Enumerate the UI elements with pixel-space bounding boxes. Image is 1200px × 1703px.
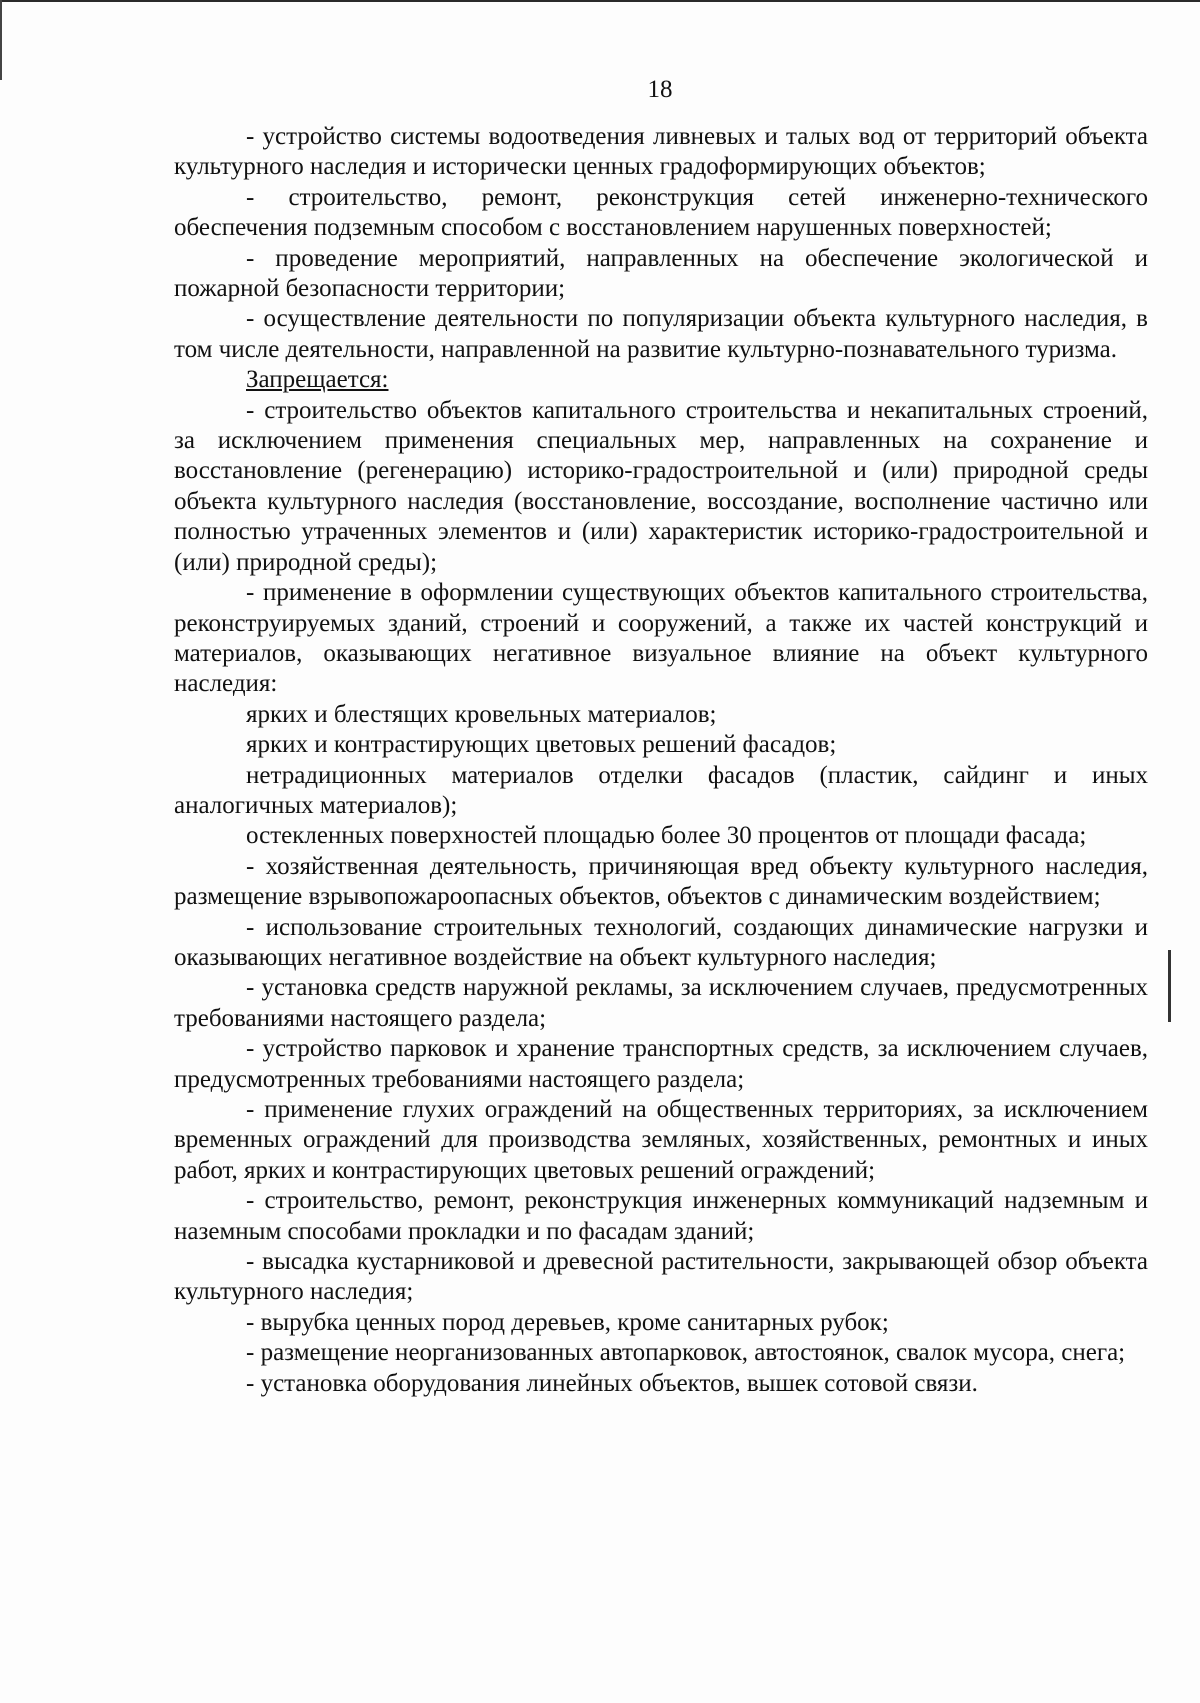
paragraph: - строительство, ремонт, реконструкция сетей инженерно-технического обеспечения подземным способом с восстановлением нарушенных поверхностей; <box>174 183 1148 242</box>
section-heading: Запрещается: <box>246 366 389 394</box>
paragraph: - строительство, ремонт, реконструкция инженерных коммуникаций надземным и наземным способами прокладки и по фасадам зданий; <box>174 1187 1148 1245</box>
paragraph: - установка средств наружной рекламы, за исключением случаев, предусмотренных требованиями настоящего раздела; <box>174 974 1148 1032</box>
paragraph: - установка оборудования линейных объектов, вышек сотовой связи. <box>246 1369 978 1397</box>
scan-edge-left <box>0 0 2 80</box>
paragraph: - использование строительных технологий, создающих динамические нагрузки и оказывающих негативное воздействие на объект культурного наследия; <box>174 913 1148 971</box>
scan-edge-top <box>0 0 1200 2</box>
paragraph: - хозяйственная деятельность, причиняющая вред объекту культурного наследия, размещение взрывопожароопасных объектов, объектов с динамическим воздействием; <box>174 852 1148 911</box>
paragraph: - строительство объектов капитального строительства и некапитальных строений, за исключением применения специальных мер, направленных на сохранение и восстановление (регенерацию) историко-градостроительной и (или) природной среды объекта культурного наследия (восстановление, воссоздание, восполнение частично или полностью утраченных элементов и (или) характеристик историко-градостроительной и (или) природной среды); <box>174 396 1148 576</box>
paragraph: - применение в оформлении существующих объектов капитального строительства, реконструируемых зданий, строений и сооружений, а также их частей конструкций и материалов, оказывающих негативное визуальное влияние на объект культурного наследия: <box>174 579 1148 698</box>
paragraph: - проведение мероприятий, направленных на обеспечение экологической и пожарной безопасности территории; <box>174 244 1148 303</box>
paragraph: остекленных поверхностей площадью более 30 процентов от площади фасада; <box>246 822 1087 850</box>
paragraph: - устройство системы водоотведения ливневых и талых вод от территорий объекта культурного наследия и исторически ценных градоформирующих объектов; <box>174 123 1148 181</box>
document-body <box>174 122 1148 1399</box>
paragraph: ярких и контрастирующих цветовых решений фасадов; <box>246 731 837 759</box>
paragraph: - размещение неорганизованных автопарковок, автостоянок, свалок мусора, снега; <box>246 1339 1126 1367</box>
scan-mark <box>1168 950 1171 1022</box>
paragraph: - вырубка ценных пород деревьев, кроме санитарных рубок; <box>246 1308 889 1336</box>
page-number: 18 <box>647 76 673 103</box>
paragraph: - высадка кустарниковой и древесной растительности, закрывающей обзор объекта культурного наследия; <box>174 1248 1148 1306</box>
paragraph: - осуществление деятельности по популяризации объекта культурного наследия, в том числе деятельности, направленной на развитие культурно-познавательного туризма. <box>174 305 1148 363</box>
paragraph: нетрадиционных материалов отделки фасадов (пластик, сайдинг и иных аналогичных материалов); <box>174 761 1148 819</box>
paragraph: ярких и блестящих кровельных материалов; <box>246 700 717 728</box>
paragraph: - применение глухих ограждений на общественных территориях, за исключением временных ограждений для производства земляных, хозяйственных, ремонтных и иных работ, ярких и контрастирующих цветовых решений ограждений; <box>174 1096 1148 1184</box>
paragraph: - устройство парковок и хранение транспортных средств, за исключением случаев, предусмотренных требованиями настоящего раздела; <box>174 1035 1148 1093</box>
